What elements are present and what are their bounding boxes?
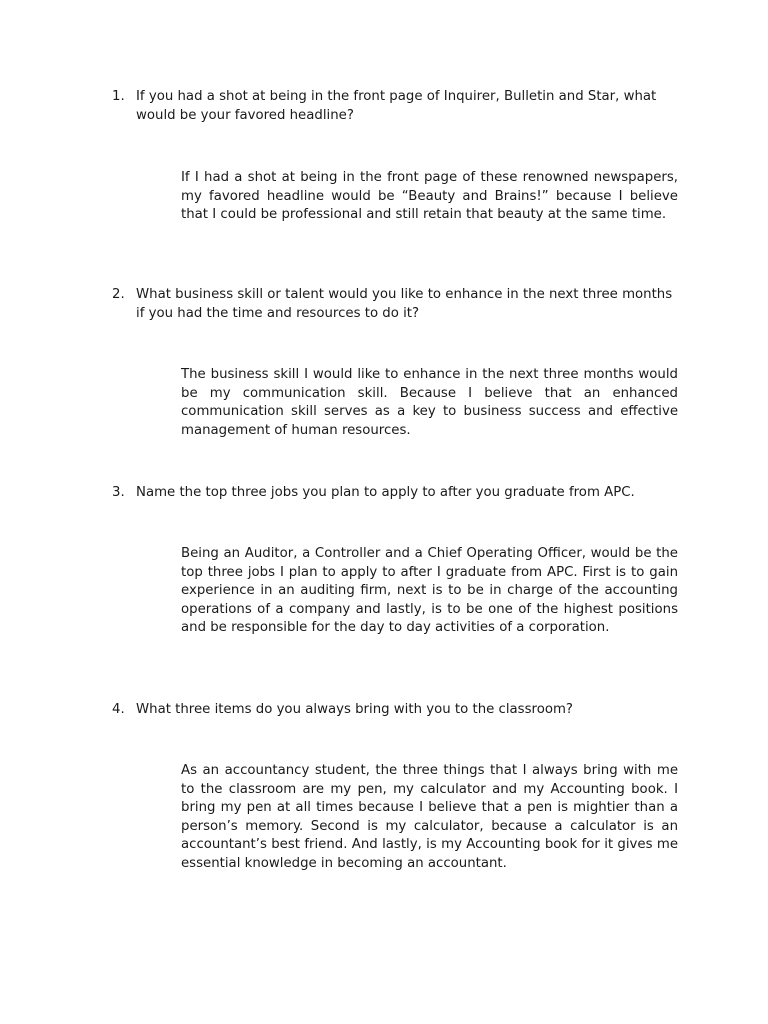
question-number: 2. [112, 287, 125, 302]
question-text: What three items do you always bring with you to the classroom? [136, 702, 573, 717]
answer-3: Being an Auditor, a Controller and a Chief Operating Officer, would be the top three jobs I plan to apply to after I graduate from APC. First is to gain experience in an auditing firm, next is to be in charge of the accounting operations of a company and lastly, is to be one of the highest positions and be responsible for the day to day activities of a corporation. [181, 546, 678, 636]
question-text: Name the top three jobs you plan to apply to after you graduate from APC. [136, 485, 635, 500]
question-text: What business skill or talent would you like to enhance in the next three months if you had the time and resources to do it? [136, 287, 673, 321]
question-2 [112, 286, 682, 323]
question-1 [112, 88, 682, 125]
answer-1: If I had a shot at being in the front page of these renowned newspapers, my favored headline would be “Beauty and Brains!” because I believe that I could be professional and still retain that beauty at the same time. [181, 170, 678, 223]
answer-2: The business skill I would like to enhance in the next three months would be my communication skill. Because I believe that an enhanced communication skill serves as a key to business success and effective management of human resources. [181, 367, 678, 438]
question-4 [112, 701, 682, 720]
answer-4: As an accountancy student, the three things that I always bring with me to the classroom are my pen, my calculator and my Accounting book. I bring my pen at all times because I believe that a pen is mightier than a person’s memory. Second is my calculator, because a calculator is an accountant’s best friend. And lastly, is my Accounting book for it gives me essential knowledge in becoming an accountant. [181, 763, 678, 871]
question-number: 1. [112, 89, 125, 104]
question-number: 4. [112, 702, 125, 717]
question-3 [112, 484, 682, 503]
question-number: 3. [112, 485, 125, 500]
question-text: If you had a shot at being in the front page of Inquirer, Bulletin and Star, what would be your favored headline? [136, 89, 657, 123]
